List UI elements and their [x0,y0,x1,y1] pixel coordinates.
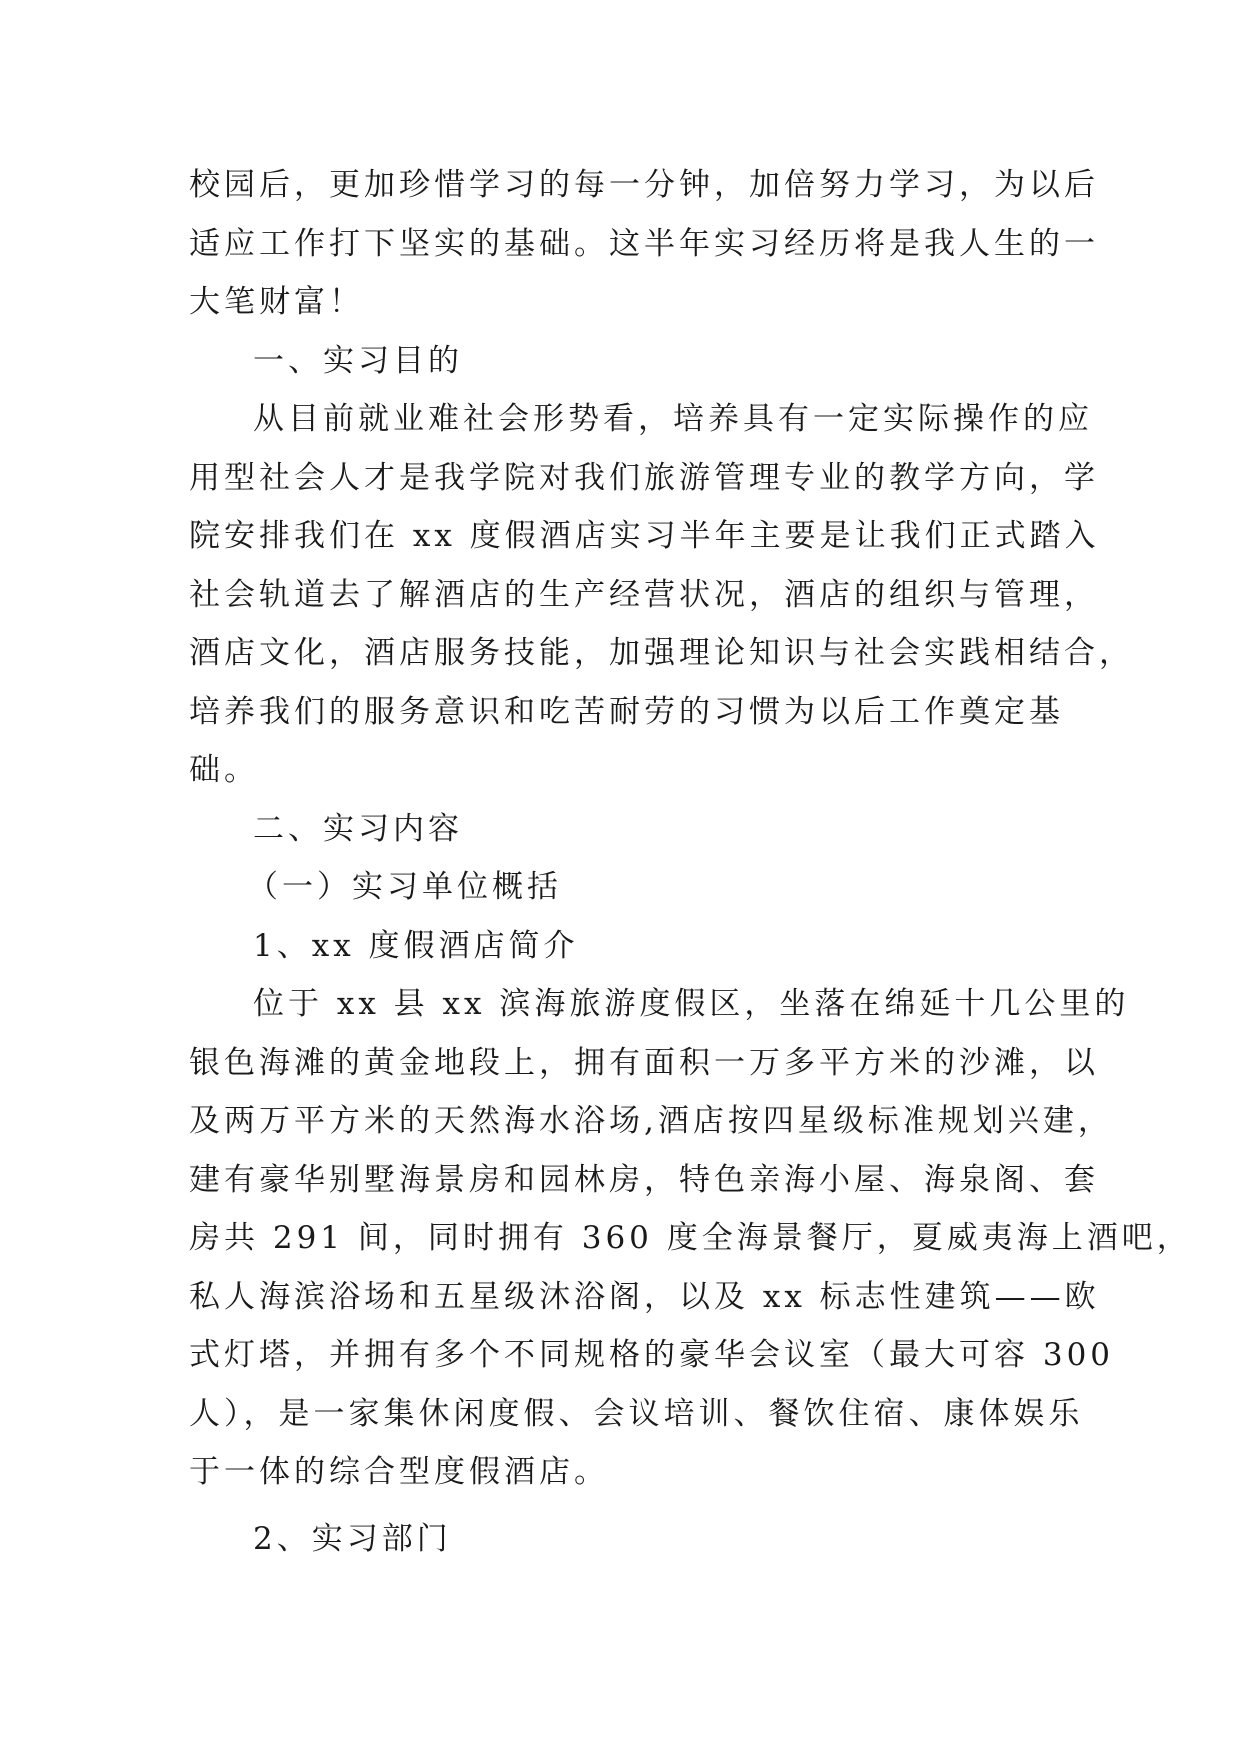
paragraph-line: 及两万平方米的天然海水浴场,酒店按四星级标准规划兴建， [189,1103,1113,1139]
paragraph-line: 大笔财富！ [189,284,364,320]
paragraph-line: 于一体的综合型度假酒店。 [189,1454,609,1490]
paragraph-line: 房共 291 间，同时拥有 360 度全海景餐厅，夏威夷海上酒吧， [189,1220,1192,1256]
paragraph-line: 从目前就业难社会形势看，培养具有一定实际操作的应 [253,401,1093,437]
paragraph-line: 人），是一家集休闲度假、会议培训、餐饮住宿、康体娱乐 [189,1395,1084,1432]
paragraph-line: 社会轨道去了解酒店的生产经营状况，酒店的组织与管理， [189,576,1099,613]
paragraph-line: 院安排我们在 xx 度假酒店实习半年主要是让我们正式踏入 [189,518,1100,554]
paragraph-line: 础。 [189,752,259,788]
section-heading-content: 二、实习内容 [253,810,463,847]
item-heading-department: 2、实习部门 [253,1520,452,1557]
paragraph-line: 银色海滩的黄金地段上，拥有面积一万多平方米的沙滩，以 [189,1044,1099,1081]
document-body [189,156,1192,1568]
item-heading-hotel-intro: 1、xx 度假酒店简介 [253,927,579,964]
paragraph-line: 位于 xx 县 xx 滨海旅游度假区，坐落在绵延十几公里的 [253,986,1130,1022]
paragraph-line: 适应工作打下坚实的基础。这半年实习经历将是我人生的一 [189,225,1099,262]
paragraph-line: 培养我们的服务意识和吃苦耐劳的习惯为以后工作奠定基 [189,693,1064,730]
paragraph-line: 用型社会人才是我学院对我们旅游管理专业的教学方向，学 [189,459,1099,496]
section-heading-purpose: 一、实习目的 [253,342,463,379]
paragraph-line: 校园后，更加珍惜学习的每一分钟，加倍努力学习，为以后 [189,167,1099,203]
paragraph-spacer [189,1502,1049,1510]
paragraph-line: 建有豪华别墅海景房和园林房，特色亲海小屋、海泉阁、套 [189,1161,1099,1198]
paragraph-line: 式灯塔，并拥有多个不同规格的豪华会议室（最大可容 300 [189,1337,1115,1373]
subsection-heading: （一）实习单位概括 [247,869,562,905]
paragraph-line: 私人海滨浴场和五星级沐浴阁，以及 xx 标志性建筑——欧 [189,1278,1100,1315]
paragraph-line: 酒店文化，酒店服务技能，加强理论知识与社会实践相结合， [189,635,1134,671]
